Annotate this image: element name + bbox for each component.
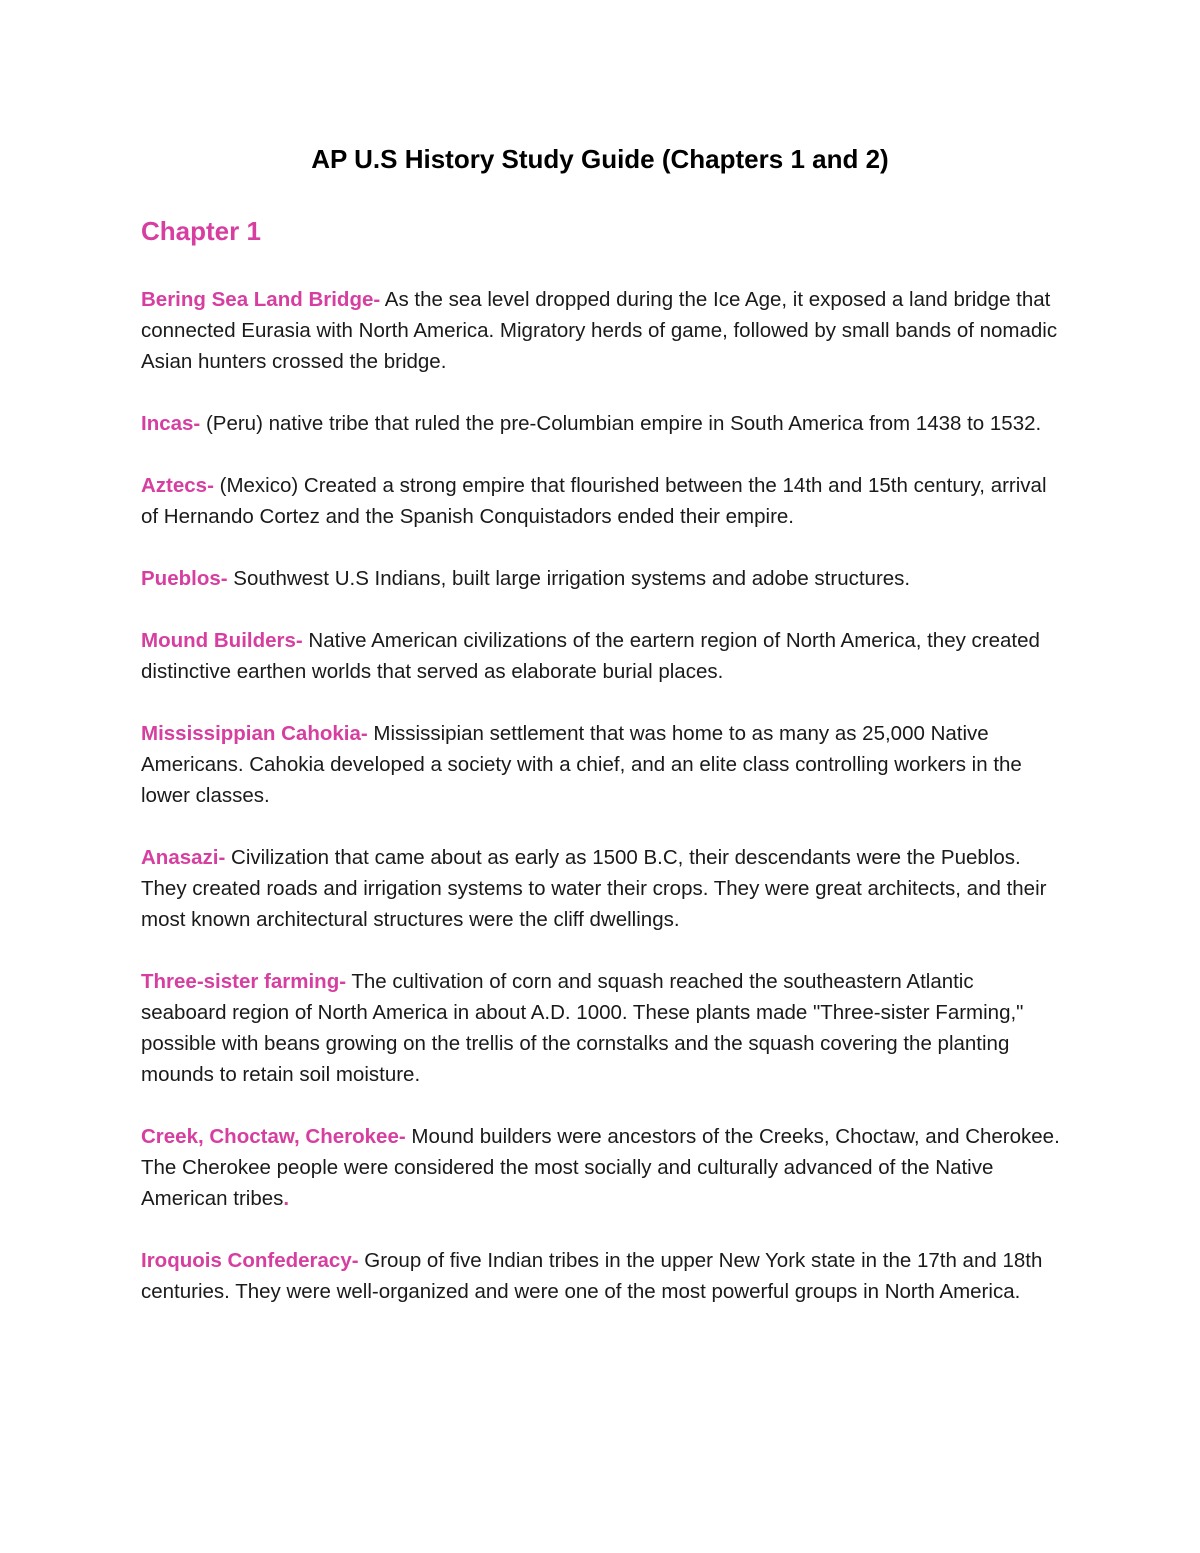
glossary-entry	[141, 842, 1061, 935]
glossary-term: Aztecs-	[141, 474, 214, 497]
glossary-definition: (Mexico) Created a strong empire that flourished between the 14th and 15th century, arrival of Hernando Cortez and the Spanish Conquistadors ended their empire.	[141, 474, 1047, 528]
glossary-entry	[141, 1121, 1061, 1214]
glossary-term: Incas-	[141, 412, 201, 435]
glossary-definition: Mound builders were ancestors of the Creeks, Choctaw, and Cherokee. The Cherokee people were considered the most socially and culturally advanced of the Native American tribes	[141, 1125, 1060, 1210]
glossary-entry	[141, 718, 1061, 811]
glossary-trailing-period: .	[283, 1187, 290, 1210]
glossary-entry	[141, 966, 1061, 1090]
glossary-definition: (Peru) native tribe that ruled the pre-Columbian empire in South America from 1438 to 1532.	[200, 412, 1042, 435]
glossary-term: Pueblos-	[141, 567, 228, 590]
glossary-term: Mound Builders-	[141, 629, 303, 652]
glossary-definition: Civilization that came about as early as 1500 B.C, their descendants were the Pueblos. They created roads and irrigation systems to water their crops. They were great architects, and their most known architectural structures were the cliff dwellings.	[141, 846, 1047, 931]
chapter-heading: Chapter 1	[141, 216, 261, 246]
glossary-entries	[141, 284, 1061, 1338]
glossary-entry	[141, 1245, 1061, 1307]
glossary-entry	[141, 408, 1061, 439]
glossary-definition: Native American civilizations of the eartern region of North America, they created distinctive earthen worlds that served as elaborate burial places.	[141, 629, 1040, 683]
document-title: AP U.S History Study Guide (Chapters 1 and 2)	[311, 144, 889, 174]
glossary-term: Three-sister farming-	[141, 970, 347, 993]
glossary-definition: Southwest U.S Indians, built large irrigation systems and adobe structures.	[227, 567, 911, 590]
glossary-definition: Mississipian settlement that was home to as many as 25,000 Native Americans. Cahokia developed a society with a chief, and an elite class controlling workers in the lower classes.	[141, 722, 1022, 807]
glossary-entry	[141, 470, 1061, 532]
glossary-entry	[141, 563, 1061, 594]
glossary-term: Bering Sea Land Bridge-	[141, 288, 381, 311]
glossary-definition: Group of five Indian tribes in the upper New York state in the 17th and 18th centuries. They were well-organized and were one of the most powerful groups in North America.	[141, 1249, 1043, 1303]
glossary-term: Iroquois Confederacy-	[141, 1249, 359, 1272]
glossary-term: Mississippian Cahokia-	[141, 722, 368, 745]
glossary-definition: As the sea level dropped during the Ice Age, it exposed a land bridge that connected Eurasia with North America. Migratory herds of game, followed by small bands of nomadic Asian hunters crossed the bridge.	[141, 288, 1058, 373]
glossary-entry	[141, 625, 1061, 687]
glossary-term: Anasazi-	[141, 846, 226, 869]
glossary-term: Creek, Choctaw, Cherokee-	[141, 1125, 406, 1148]
glossary-definition: The cultivation of corn and squash reached the southeastern Atlantic seaboard region of North America in about A.D. 1000. These plants made "Three-sister Farming," possible with beans growing on the trellis of the cornstalks and the squash covering the planting mounds to retain soil moisture.	[141, 970, 1024, 1086]
glossary-entry	[141, 284, 1061, 377]
